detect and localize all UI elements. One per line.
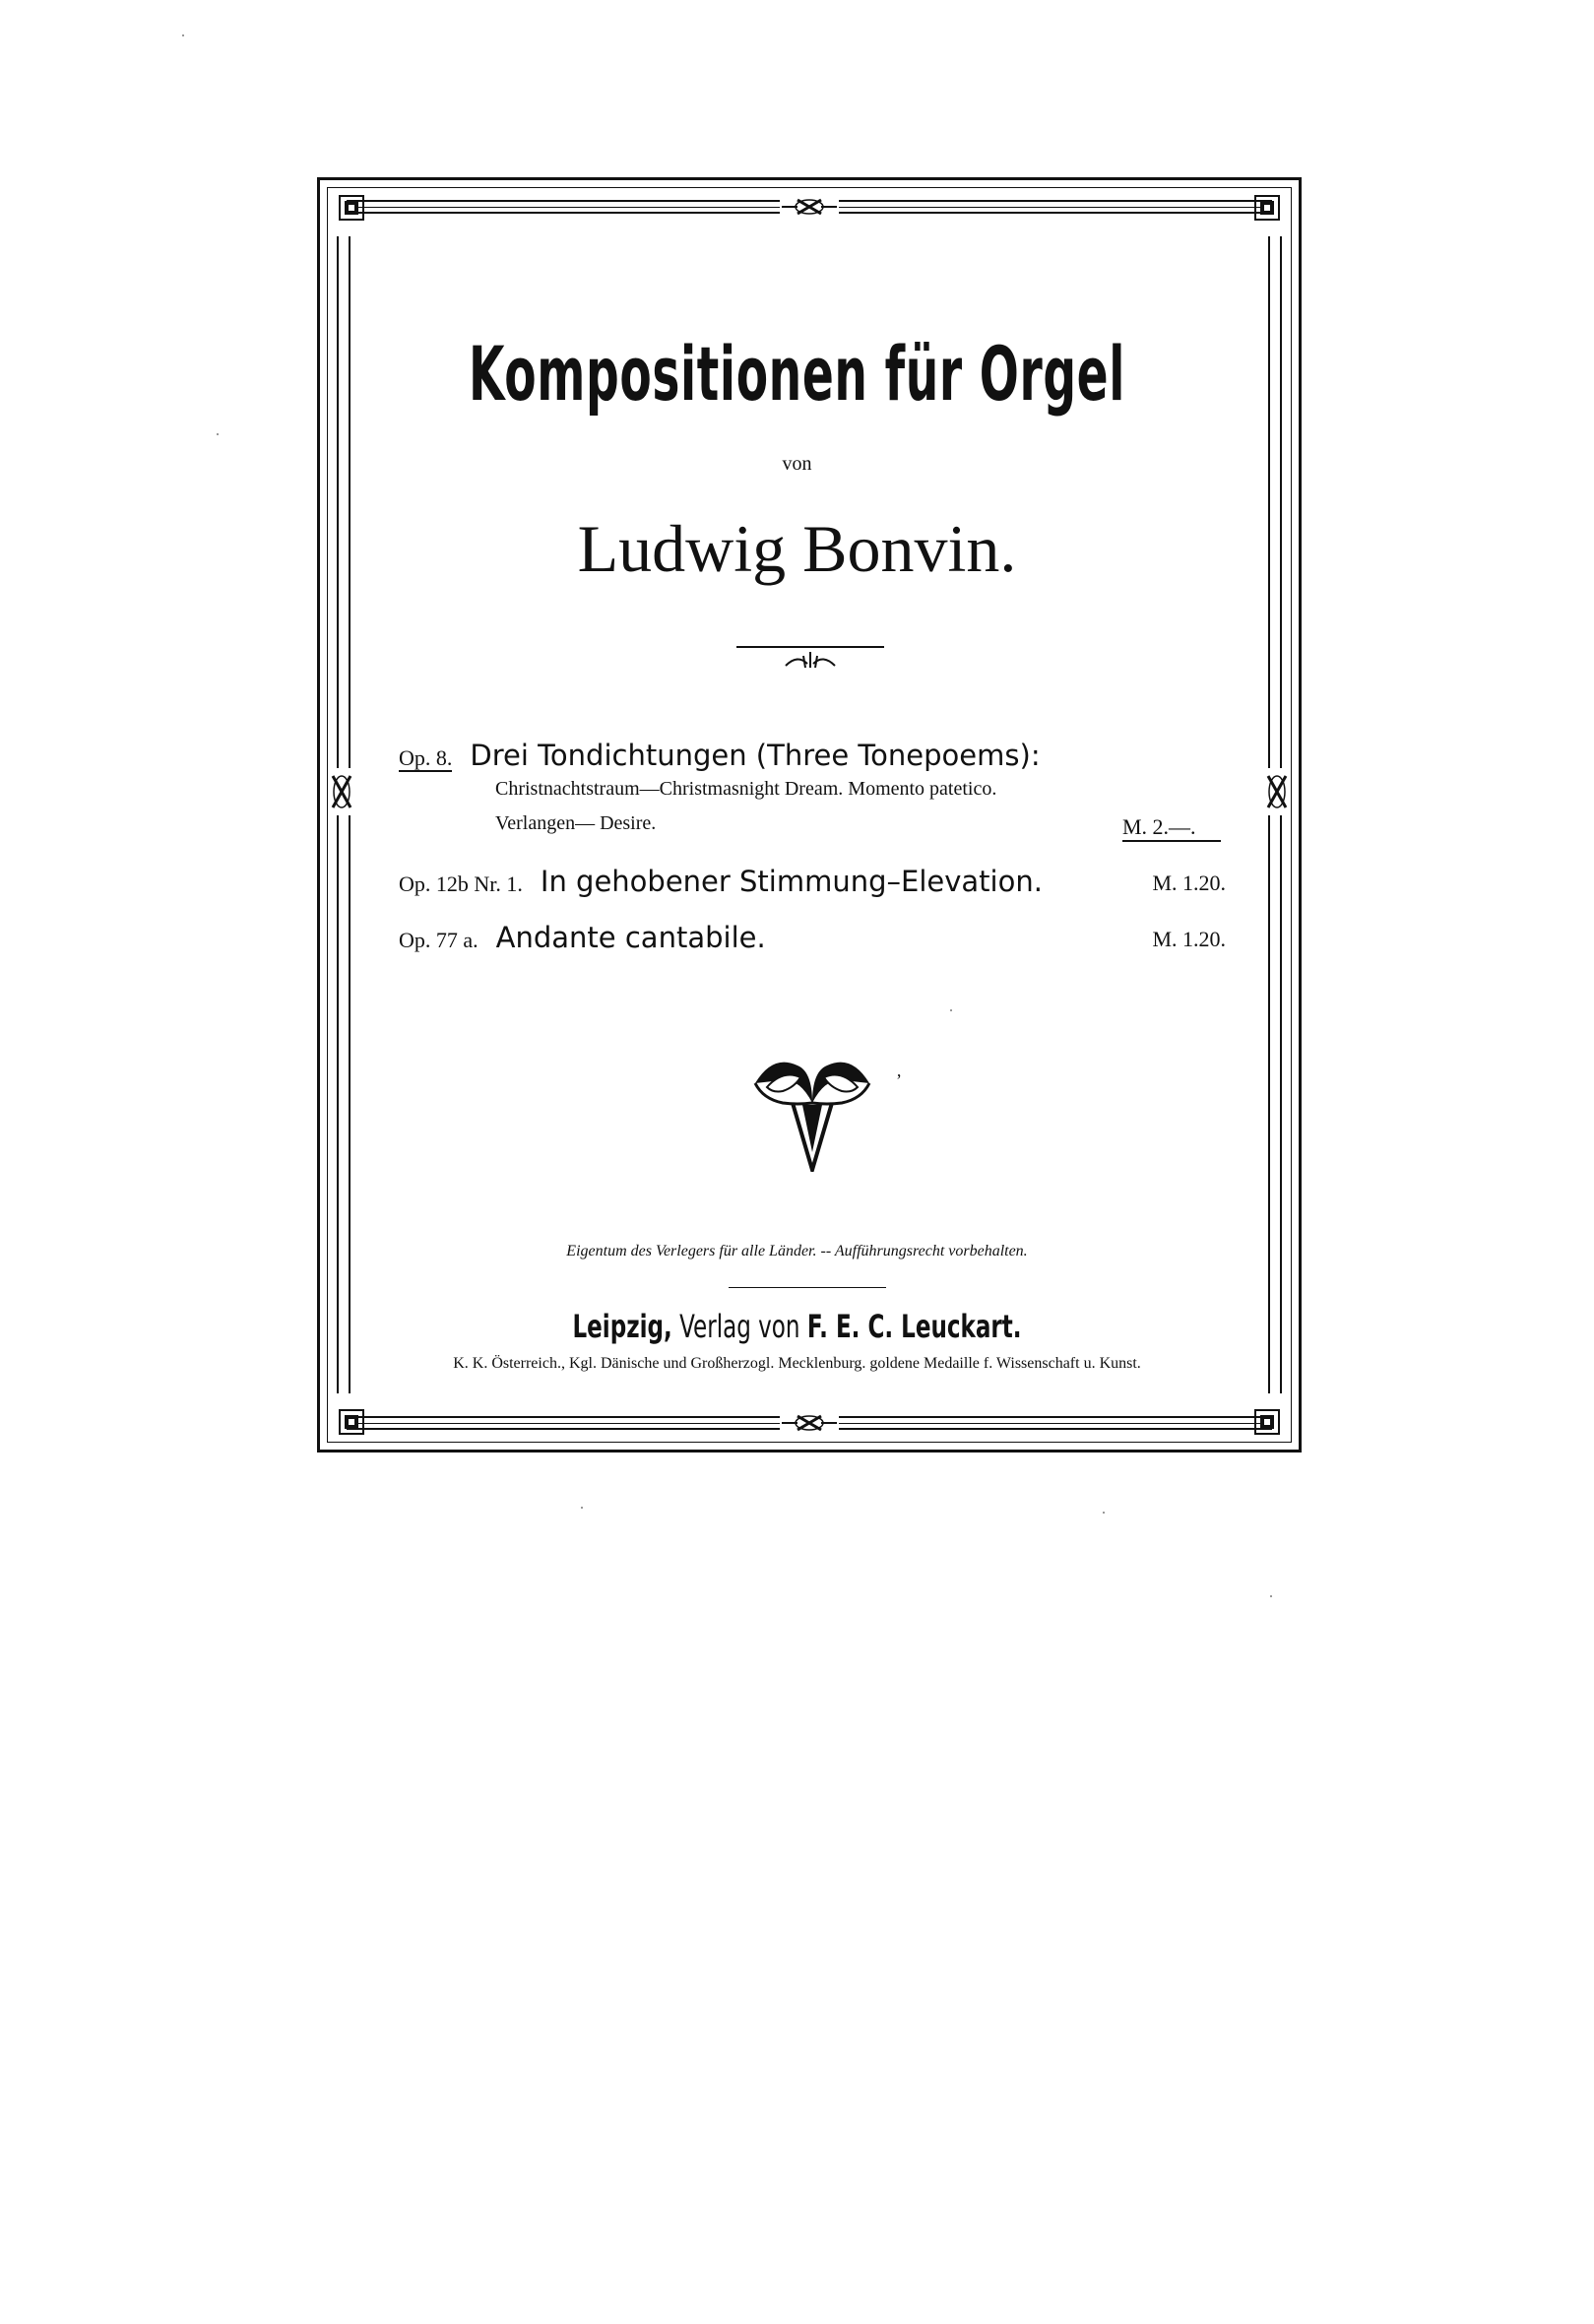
knot-ornament-icon (780, 1413, 839, 1433)
honors-line: K. K. Österreich., Kgl. Dänische und Großherzogl. Mecklenburg. goldene Medaille f. Wissenschaft u. Kunst. (453, 1355, 1141, 1372)
scan-speck (1270, 1595, 1272, 1597)
work-title: In gehobener Stimmung–Elevation. (540, 865, 1043, 898)
divider-rule (736, 646, 884, 648)
side-knot-ornament-icon (1266, 768, 1288, 815)
by-label: von (782, 453, 812, 475)
knot-ornament-icon (780, 197, 839, 217)
corner-ornament-icon (1254, 195, 1280, 221)
publisher-text: Verlag von (679, 1308, 800, 1345)
fleuron-ornament-icon (778, 650, 843, 670)
scan-speck (182, 34, 184, 36)
scan-speck (1103, 1512, 1105, 1514)
work-entry-op8 (399, 739, 1226, 772)
scan-speck (581, 1507, 583, 1509)
work-title: Drei Tondichtungen (Three Tonepoems): (470, 739, 1041, 772)
opus-number: Op. 12b Nr. 1. (399, 872, 523, 896)
scan-mark: ’ (896, 1070, 902, 1090)
work-price: M. 1.20. (1152, 927, 1226, 951)
publisher-name: F. E. C. Leuckart. (806, 1308, 1022, 1345)
corner-ornament-icon (1254, 1409, 1280, 1435)
work-entry-op77a (399, 921, 1226, 954)
work-subtitle: Christnachtstraum—Christmasnight Dream. Momento patetico. (495, 778, 997, 800)
scan-speck (217, 433, 219, 435)
opus-number: Op. 8. (399, 745, 453, 770)
work-price: M. 2.—. (1122, 814, 1221, 842)
corner-ornament-icon (339, 195, 364, 221)
work-entry-op12b (399, 865, 1226, 898)
work-price: M. 1.20. (1152, 871, 1226, 895)
corner-ornament-icon (339, 1409, 364, 1435)
side-knot-ornament-icon (331, 768, 352, 815)
divider-rule (729, 1287, 886, 1288)
work-title: Andante cantabile. (495, 921, 766, 954)
page-title: Kompositionen für Orgel (468, 330, 1126, 418)
publisher-emblem-icon (753, 1044, 871, 1172)
rights-notice: Eigentum des Verlegers für alle Länder. -- Aufführungsrecht vorbehalten. (566, 1243, 1028, 1259)
opus-number: Op. 77 a. (399, 928, 478, 952)
work-subtitle: Verlangen— Desire. (495, 812, 657, 834)
composer-name: Ludwig Bonvin. (577, 511, 1017, 586)
publisher-line (223, 1308, 1371, 1345)
publisher-city: Leipzig, (572, 1308, 672, 1345)
